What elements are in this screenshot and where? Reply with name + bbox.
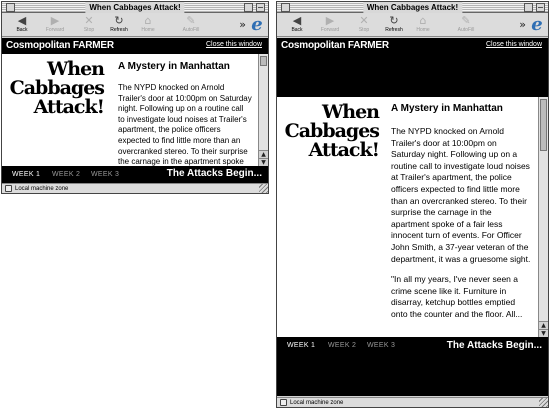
- story-panel: [2, 54, 260, 166]
- resize-grip-icon[interactable]: [259, 184, 268, 193]
- autofill-button[interactable]: [452, 14, 480, 36]
- story-body: [391, 126, 531, 330]
- scroll-down-arrow-icon[interactable]: ▼: [259, 158, 268, 166]
- masthead: [277, 38, 548, 54]
- autofill-pencil-icon: ✎: [186, 14, 196, 27]
- story-headline: [4, 60, 104, 117]
- refresh-icon: ↻: [389, 14, 399, 27]
- week-navbar: [277, 337, 548, 396]
- story-paragraph: The NYPD knocked on Arnold Trailer's door at 10:00pm on Saturday night. Following up on a routine call to investigate loud noises at Trailer's apartment, the police officers expected to find little more than an overcranked stereo. To their surprise the carnage in the apartment spoke of a fair less innocent turn of events. For Officer John Smith, a 37-year veteran of the department, it was a gruesome sight.: [391, 126, 531, 264]
- back-arrow-icon: ◀: [292, 14, 302, 27]
- forward-arrow-icon: ▶: [325, 14, 335, 27]
- home-icon: ⌂: [419, 14, 427, 27]
- site-brand: Cosmopolitan FARMER: [6, 40, 114, 51]
- zone-icon: [5, 185, 12, 192]
- toolbar: [277, 13, 548, 37]
- home-label: Home: [141, 27, 155, 33]
- browser-window-large: [276, 1, 549, 408]
- nav-week-3[interactable]: WEEK 3: [91, 171, 120, 178]
- story-paragraph: "In all my years, I've never seen a crime scene like it. Furniture in disarray, ketchup bottles emptied onto the counter and the floor. All...: [391, 274, 523, 319]
- status-zone: Local machine zone: [290, 400, 344, 406]
- window-title: When Cabbages Attack!: [85, 2, 184, 13]
- headline-line: Attack!: [33, 96, 104, 118]
- nav-week-1[interactable]: WEEK 1: [287, 342, 316, 349]
- page-content: [277, 38, 548, 396]
- status-bar: [2, 183, 268, 193]
- masthead: [2, 38, 268, 54]
- nav-week-1[interactable]: WEEK 1: [12, 171, 41, 178]
- headline-line: When: [46, 58, 104, 80]
- refresh-icon: ↻: [114, 14, 124, 27]
- status-bar: [277, 397, 548, 407]
- story-body: [118, 83, 252, 166]
- zone-icon: [280, 399, 287, 406]
- scroll-up-arrow-icon[interactable]: ▲: [259, 150, 268, 158]
- nav-week-3[interactable]: WEEK 3: [367, 342, 396, 349]
- zoom-box[interactable]: [524, 3, 533, 12]
- site-brand: Cosmopolitan FARMER: [281, 40, 389, 51]
- zoom-box[interactable]: [244, 3, 253, 12]
- back-label: Back: [291, 27, 303, 33]
- autofill-label: AutoFill: [457, 27, 475, 33]
- back-arrow-icon: ◀: [17, 14, 27, 27]
- story-paragraph: The NYPD knocked on Arnold Trailer's door at 10:00pm on Saturday night. Following up on a routine call to investigate loud noises at Trailer's apartment, the police officers expected to find little more than an overcranked stereo. To their surprise the carnage in the apartment spoke: [118, 83, 252, 166]
- close-box[interactable]: [281, 3, 290, 12]
- browser-window-small: [1, 1, 269, 194]
- vertical-scrollbar[interactable]: [538, 97, 548, 337]
- toolbar-overflow-chevron-icon[interactable]: »: [239, 18, 246, 31]
- refresh-button[interactable]: [380, 14, 408, 36]
- home-icon: ⌂: [144, 14, 152, 27]
- attacks-begin-link[interactable]: The Attacks Begin...: [446, 340, 542, 351]
- stop-x-icon: ✕: [359, 14, 369, 27]
- stop-button[interactable]: [350, 14, 378, 36]
- story-title: A Mystery in Manhattan: [118, 61, 230, 72]
- story-headline: [279, 103, 379, 160]
- forward-button[interactable]: [316, 14, 344, 36]
- story-panel: [277, 97, 540, 337]
- autofill-pencil-icon: ✎: [461, 14, 471, 27]
- nav-week-2[interactable]: WEEK 2: [328, 342, 357, 349]
- close-box[interactable]: [6, 3, 15, 12]
- refresh-button[interactable]: [105, 14, 133, 36]
- collapse-box[interactable]: [256, 3, 265, 12]
- ie-logo-icon: e: [251, 14, 263, 35]
- week-navbar: [2, 166, 268, 183]
- ie-logo-icon: e: [531, 14, 543, 35]
- back-label: Back: [16, 27, 28, 33]
- forward-label: Forward: [320, 27, 340, 33]
- back-button[interactable]: [8, 14, 36, 36]
- scrollbar-thumb[interactable]: [260, 56, 267, 66]
- autofill-button[interactable]: [177, 14, 205, 36]
- title-bar[interactable]: [277, 2, 548, 13]
- scroll-down-arrow-icon[interactable]: ▼: [539, 329, 548, 337]
- forward-button[interactable]: [41, 14, 69, 36]
- title-bar[interactable]: [2, 2, 268, 13]
- status-zone: Local machine zone: [15, 186, 69, 192]
- refresh-label: Refresh: [110, 27, 128, 33]
- home-label: Home: [416, 27, 430, 33]
- back-button[interactable]: [283, 14, 311, 36]
- headline-line: When: [321, 101, 379, 123]
- page-content: [2, 38, 268, 183]
- headline-line: Cabbages: [9, 77, 104, 99]
- toolbar-overflow-chevron-icon[interactable]: »: [519, 18, 526, 31]
- home-button[interactable]: [134, 14, 162, 36]
- toolbar: [2, 13, 268, 37]
- collapse-box[interactable]: [536, 3, 545, 12]
- vertical-scrollbar[interactable]: [258, 54, 268, 166]
- stop-label: Stop: [358, 27, 370, 33]
- nav-week-2[interactable]: WEEK 2: [52, 171, 81, 178]
- stop-button[interactable]: [75, 14, 103, 36]
- forward-label: Forward: [45, 27, 65, 33]
- window-title: When Cabbages Attack!: [363, 2, 462, 13]
- resize-grip-icon[interactable]: [539, 398, 548, 407]
- home-button[interactable]: [409, 14, 437, 36]
- stop-label: Stop: [83, 27, 95, 33]
- refresh-label: Refresh: [385, 27, 403, 33]
- attacks-begin-link[interactable]: The Attacks Begin...: [166, 168, 262, 179]
- close-window-link[interactable]: Close this window: [485, 41, 542, 48]
- scroll-up-arrow-icon[interactable]: ▲: [539, 321, 548, 329]
- stop-x-icon: ✕: [84, 14, 94, 27]
- forward-arrow-icon: ▶: [50, 14, 60, 27]
- autofill-label: AutoFill: [182, 27, 200, 33]
- scrollbar-thumb[interactable]: [540, 99, 547, 151]
- headline-line: Cabbages: [284, 120, 379, 142]
- close-window-link[interactable]: Close this window: [205, 41, 262, 48]
- headline-line: Attack!: [308, 139, 379, 161]
- story-title: A Mystery in Manhattan: [391, 103, 503, 114]
